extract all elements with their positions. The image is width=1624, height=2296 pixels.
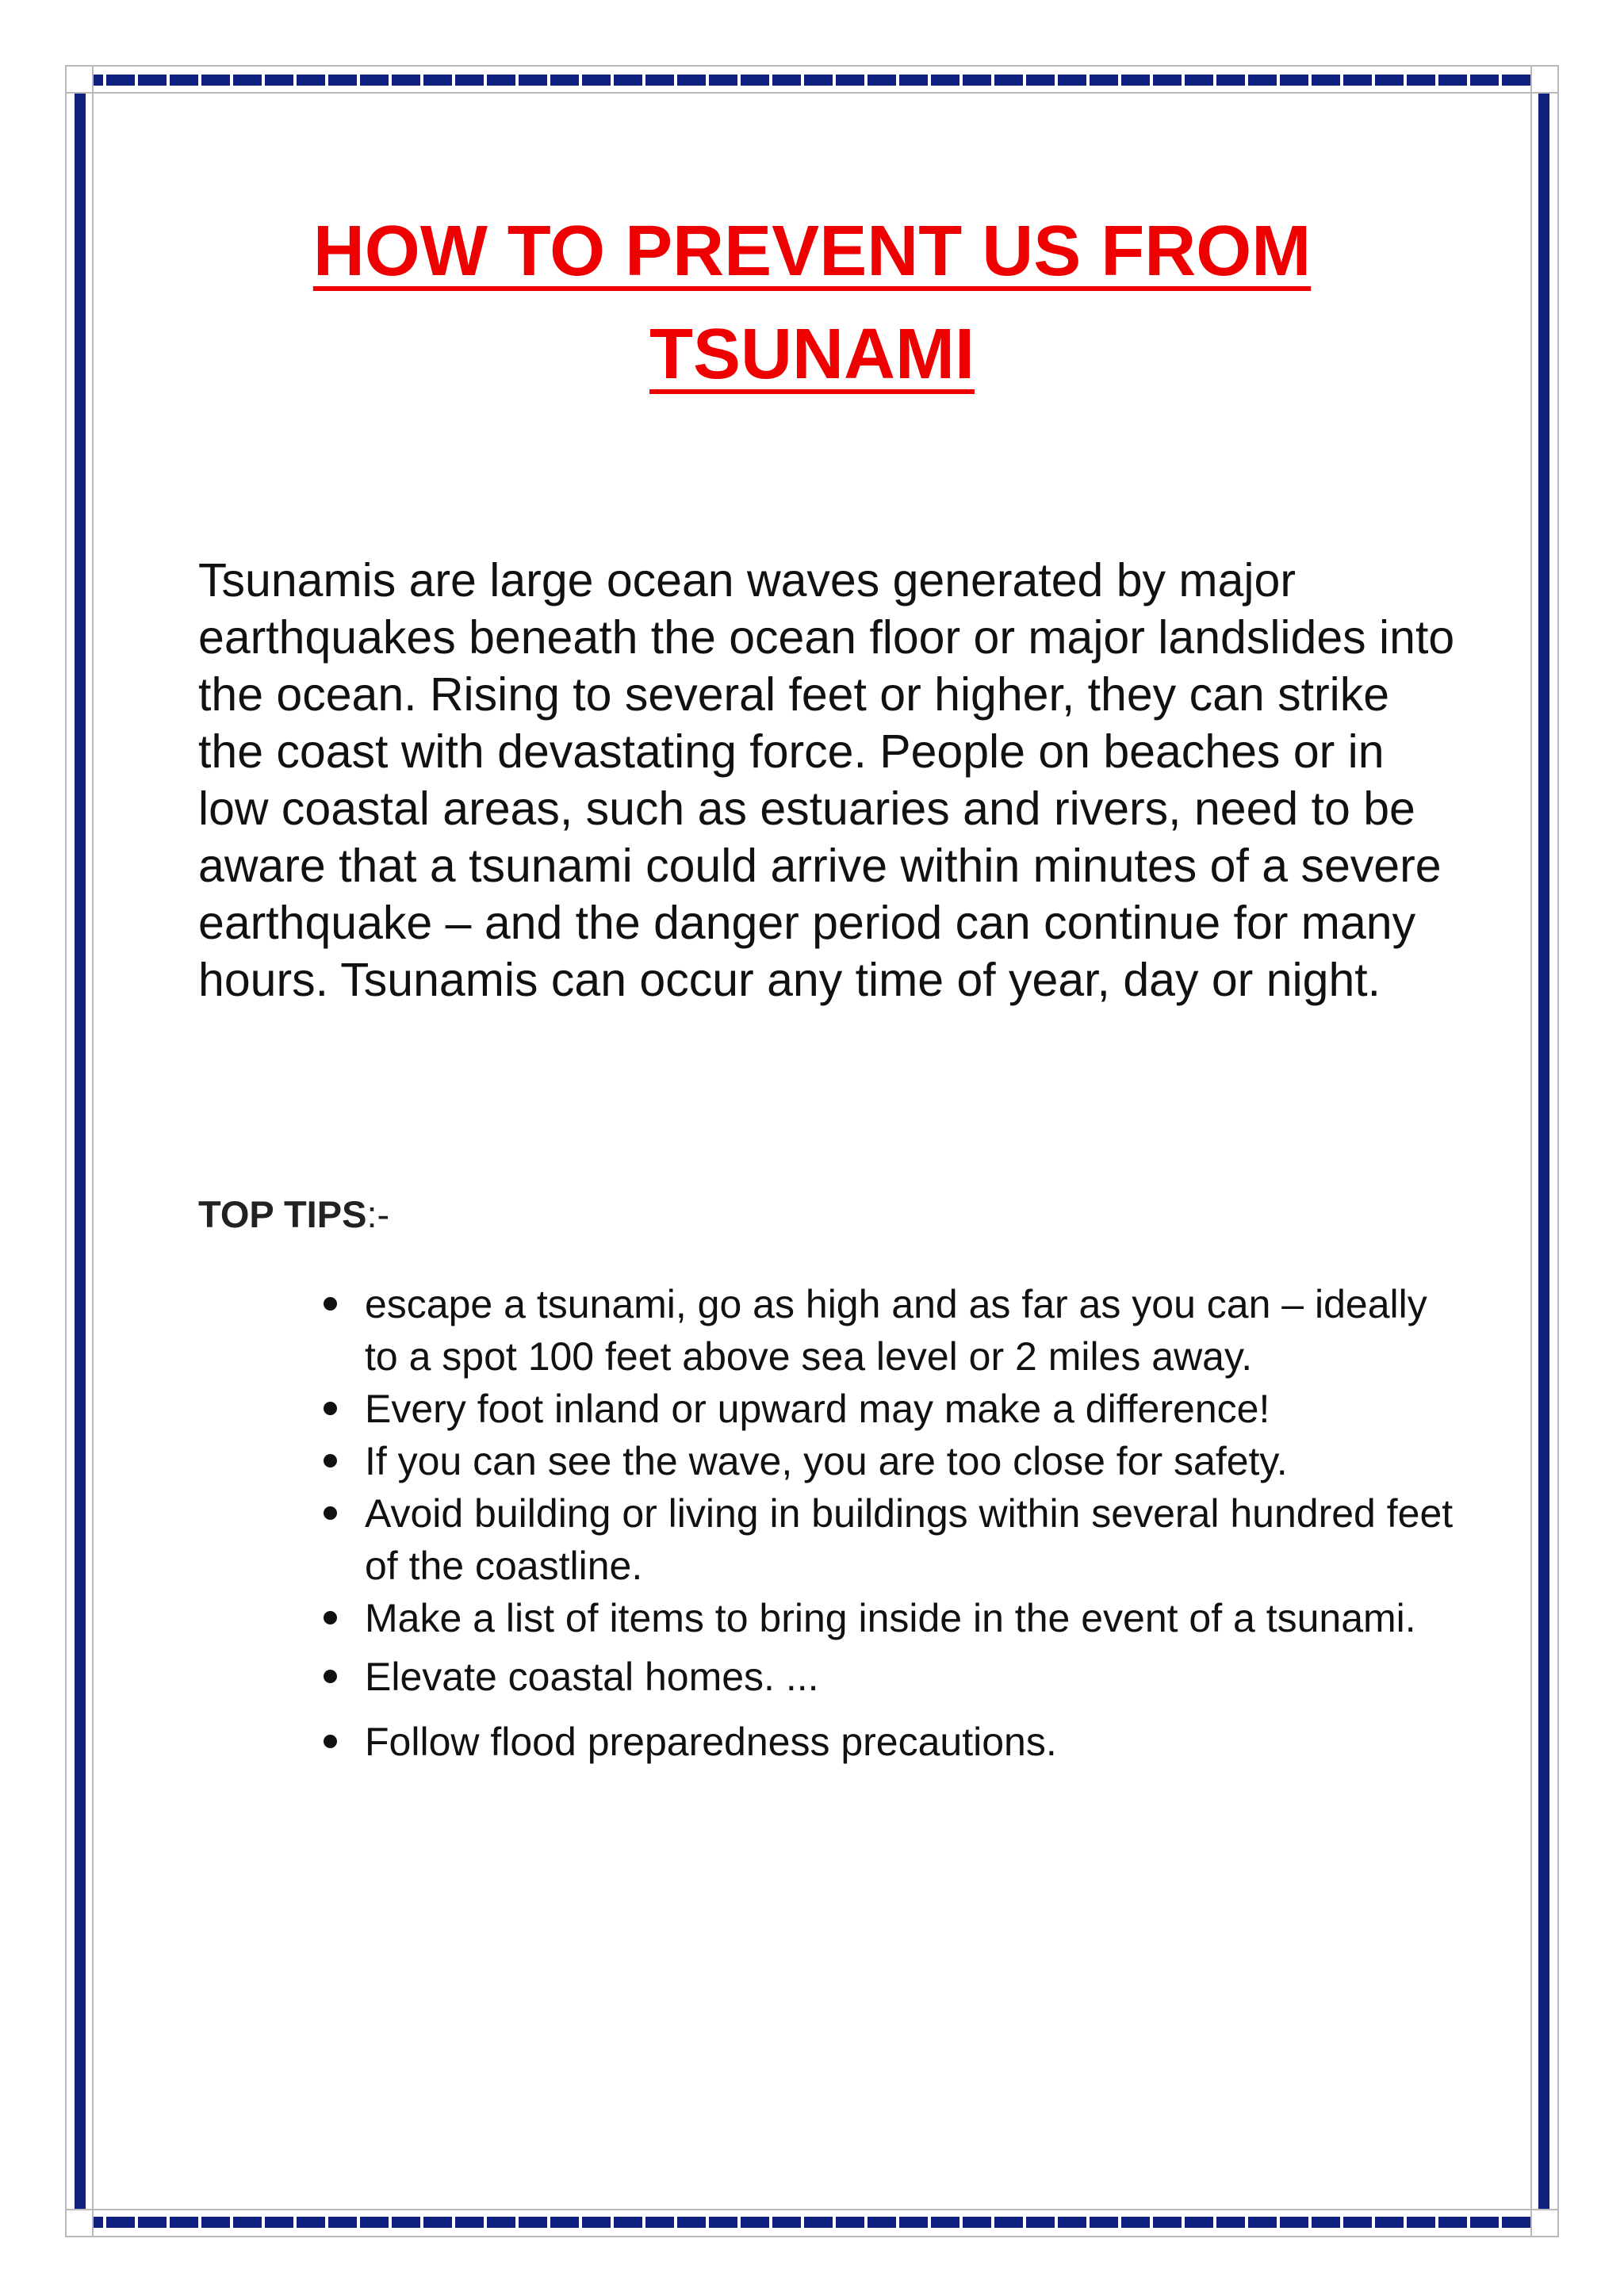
list-item	[317, 1435, 1459, 1487]
list-item	[317, 1383, 1459, 1435]
intro-paragraph: Tsunamis are large ocean waves generated by major earthquakes beneath the ocean floor or major landslides into the ocean. Rising to several feet or higher, they can strike the coast with devastating force. People on beaches or in low coastal areas, such as estuaries and rivers, need to be aware that a tsunami could arrive within minutes of a severe earthquake – and the danger period can continue for many hours. Tsunamis can occur any time of year, day or night.	[198, 554, 1455, 1006]
border-corner	[1530, 65, 1559, 94]
tips-heading-suffix: :-	[366, 1193, 390, 1235]
list-item	[317, 1487, 1459, 1592]
tip-text: If you can see the wave, you are too close for safety.	[365, 1439, 1288, 1483]
list-item	[317, 1592, 1459, 1644]
tips-heading-label: TOP TIPS	[198, 1193, 367, 1235]
page-border-inner	[92, 92, 1532, 2210]
list-item	[317, 1278, 1459, 1383]
tips-heading	[198, 1191, 389, 1238]
tips-list	[317, 1278, 1459, 1768]
tip-text: Elevate coastal homes. ...	[365, 1655, 819, 1699]
tip-text: escape a tsunami, go as high and as far as you can – ideally to a spot 100 feet above sea level or 2 miles away.	[365, 1282, 1427, 1379]
list-item	[317, 1651, 1459, 1703]
bullet-icon	[324, 1297, 337, 1311]
border-corner	[65, 2209, 94, 2237]
list-item	[317, 1716, 1459, 1768]
tip-text: Avoid building or living in buildings within several hundred feet of the coastline.	[365, 1491, 1454, 1588]
page-title: HOW TO PREVENT US FROM TSUNAMI	[312, 212, 1312, 394]
border-corner	[65, 65, 94, 94]
tip-text: Every foot inland or upward may make a difference!	[365, 1387, 1270, 1431]
bullet-icon	[324, 1670, 337, 1683]
tip-text: Make a list of items to bring inside in the event of a tsunami.	[365, 1596, 1416, 1640]
bullet-icon	[324, 1506, 337, 1520]
bullet-icon	[324, 1611, 337, 1624]
bullet-icon	[324, 1402, 337, 1415]
bullet-icon	[324, 1735, 337, 1748]
border-corner	[1530, 2209, 1559, 2237]
tip-text: Follow flood preparedness precautions.	[365, 1720, 1057, 1764]
bullet-icon	[324, 1454, 337, 1468]
